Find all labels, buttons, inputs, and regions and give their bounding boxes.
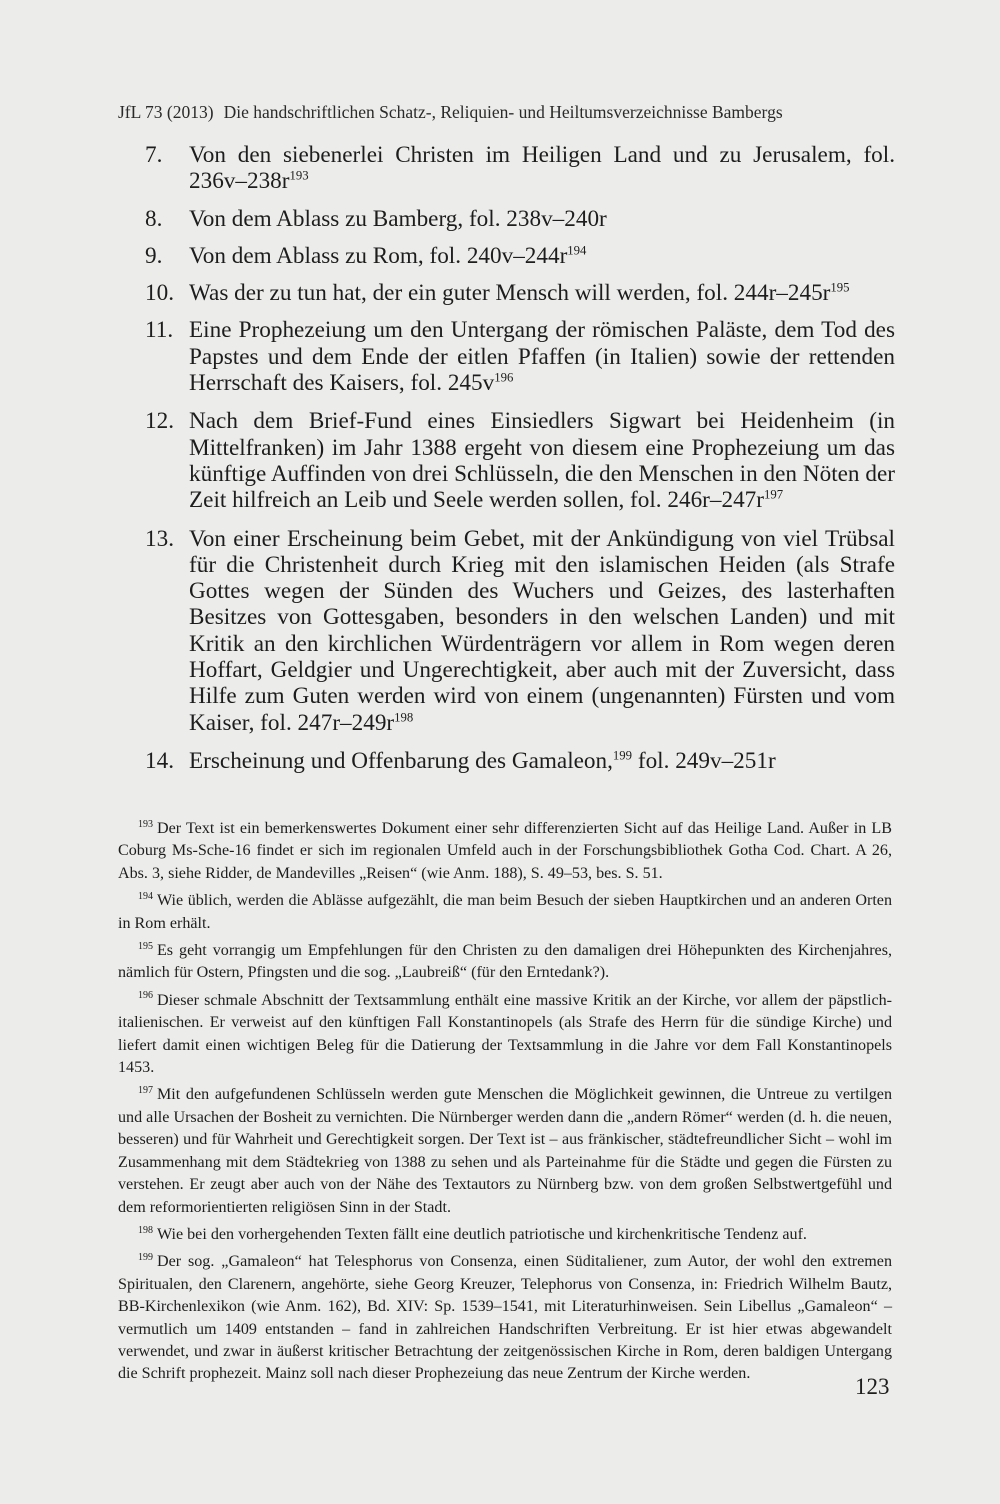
item-text: Erscheinung und Offenbarung des Gamaleon, [189,747,613,774]
footnote-ref: 193 [289,168,309,183]
running-title: Die handschriftlichen Schatz-, Reliquien- und Heiltumsverzeichnisse Bambergs [223,102,783,122]
footnote [118,1251,892,1385]
footnote-text: Der Text ist ein bemerkenswertes Dokument einer sehr differenzierten Sicht auf das Heilige Land. Außer in LB Coburg Ms-Sche-16 findet er sich im regionalen Umfeld auch in der Forschungsbibliothek Gotha Cod. Chart. A 26, Abs. 3, siehe Ridder, de Mandevilles „Reisen“ (wie Anm. 188), S. 49–53, bes. S. 51. [118,820,892,882]
footnote-number: 198 [138,1224,153,1236]
item-number: 7. [145,142,163,168]
footnotes [118,818,892,1386]
footnote-text: Wie bei den vorhergehenden Texten fällt eine deutlich patriotische und kirchenkritische Tendenz auf. [156,1225,807,1243]
item-text-after: fol. 249v–251r [632,747,776,774]
item-number: 11. [145,317,174,344]
list-item [145,243,895,269]
item-text: Von dem Ablass zu Rom, fol. 240v–244r [189,242,568,269]
footnote-ref: 197 [764,487,784,502]
item-text: Eine Prophezeiung um den Untergang der römischen Paläste, dem Tod des Papstes und dem Ende der eitlen Pfaffen (in Italien) sowie der rettenden Herrschaft des Kaisers, fol. 245v [189,317,895,397]
list-item [145,280,895,306]
footnote [118,940,892,985]
footnote [118,1224,892,1246]
footnote-number: 196 [138,990,153,1002]
journal-ref: JfL 73 (2013) [118,102,214,122]
list-item [145,142,895,195]
footnote-ref: 196 [494,370,514,385]
footnote [118,990,892,1080]
item-number: 10. [145,280,174,307]
footnote-text: Mit den aufgefundenen Schlüsseln werden gute Menschen die Möglichkeit gewinnen, die Untreue zu vertilgen und alle Ursachen der Bosheit zu vernichten. Die Nürnberger werden dann die „andern Römer“ werden (d. h. die neuen, besseren) und für Wahrheit und Gerechtigkeit sorgen. Der Text ist – aus fränkischer, städtefreundlicher Sicht – wohl im Zusammenhang mit dem Städtekrieg von 1388 zu sehen und als Parteinahme für die Städte und gegen die Fürsten zu verstehen. Er zeugt aber auch von der Nähe des Textautors zu Nürnberg bzw. von dem großen Selbstwertgefühl und dem reformorientierten religiösen Sinn in der Stadt. [118,1086,892,1216]
footnote-ref: 195 [830,280,850,295]
footnote-text: Es geht vorrangig um Empfehlungen für den Christen zu den damaligen drei Höhepunkten des Kirchenjahres, nämlich für Ostern, Pfingsten und die sog. „Laubreiß“ (für den Erntedank?). [118,942,892,982]
list-item [145,206,895,232]
list-item [145,408,895,513]
footnote-ref: 199 [612,748,633,763]
item-number: 12. [145,408,174,435]
item-text: Von dem Ablass zu Bamberg, fol. 238v–240r [189,205,607,232]
list-item [145,748,895,774]
footnote-number: 193 [138,818,153,830]
item-number: 9. [145,242,163,269]
item-number: 14. [145,747,174,774]
footnote-ref: 198 [394,709,414,724]
footnote-text: Der sog. „Gamaleon“ hat Telesphorus von Consenza, einen Süditaliener, zum Autor, der wohl den extremen Spiritualen, den Clarenern, angehörte, siehe Georg Kreuzer, Telephorus von Consenza, in: Friedrich Wilhelm Bautz, BB-Kirchenlexikon (wie Anm. 162), Bd. XIV: Sp. 1539–1541, mit Literaturhinweisen. Sein Libellus „Gamaleon“ – vermutlich um 1409 entstanden – fand in zahlreichen Handschriften Verbreitung. Er ist hier etwas abgewandelt verwendet, und zwar in äußerst kritischer Betrachtung der zeitgenössischen Kirche in Rom, deren baldigen Untergang die Schrift prophezeit. Mainz soll nach dieser Prophezeiung das neue Zentrum der Kirche werden. [118,1253,892,1383]
item-number: 13. [145,525,174,552]
running-header [118,102,783,123]
footnote-text: Dieser schmale Abschnitt der Textsammlung enthält eine massive Kritik an der Kirche, vor allem der päpstlich-italienischen. Er verweist auf den künftigen Fall Konstantinopels (als Strafe des Herrn für die sündige Kirche) und liefert damit einen wichtigen Beleg für die Datierung der Textsammlung in die Jahre vor dem Fall Konstantinopels 1453. [118,991,892,1077]
footnote-ref: 194 [567,243,587,258]
item-list [145,142,895,774]
item-text: Von einer Erscheinung beim Gebet, mit der Ankündigung von viel Trübsal für die Christenheit durch Krieg mit den islamischen Heiden (als Strafe Gottes wegen der Sünden des Wuchers und Geizes, des lasterhaften Besitzes von Gottesgaben, besonders in den welschen Landen) und mit Kritik an den kirchlichen Würdenträgern vor allem in Rom wegen deren Hoffart, Geldgier und Ungerechtigkeit, aber auch mit der Zuversicht, dass Hilfe zum Guten werden wird von einem (ungenannten) Fürsten und vom Kaiser, fol. 247r–249r [189,525,895,736]
item-text: Was der zu tun hat, der ein guter Mensch will werden, fol. 244r–245r [189,280,831,307]
item-number: 8. [145,205,163,232]
list-item [145,526,895,736]
footnote-number: 195 [138,940,153,952]
footnote-number: 197 [138,1085,153,1097]
footnote [118,818,892,885]
list-item [145,317,895,396]
footnote-number: 194 [138,890,153,902]
item-text: Nach dem Brief-Fund eines Einsiedlers Sigwart bei Heidenheim (in Mittelfranken) im Jahr 1388 ergeht von diesem eine Prophezeiung um das künftige Auffinden von drei Schlüsseln, die den Menschen in den Nöten der Zeit hilfreich an Leib und Seele werden sollen, fol. 246r–247r [189,408,895,514]
page-number: 123 [855,1374,890,1399]
footnote-number: 199 [138,1251,153,1263]
item-text: Von den siebenerlei Christen im Heiligen Land und zu Jerusalem, fol. 236v–238r [189,142,895,195]
footnote-text: Wie üblich, werden die Ablässe aufgezählt, die man beim Besuch der sieben Hauptkirchen und an anderen Orten in Rom erhält. [118,892,892,932]
footnote [118,1084,892,1218]
footnote [118,890,892,935]
